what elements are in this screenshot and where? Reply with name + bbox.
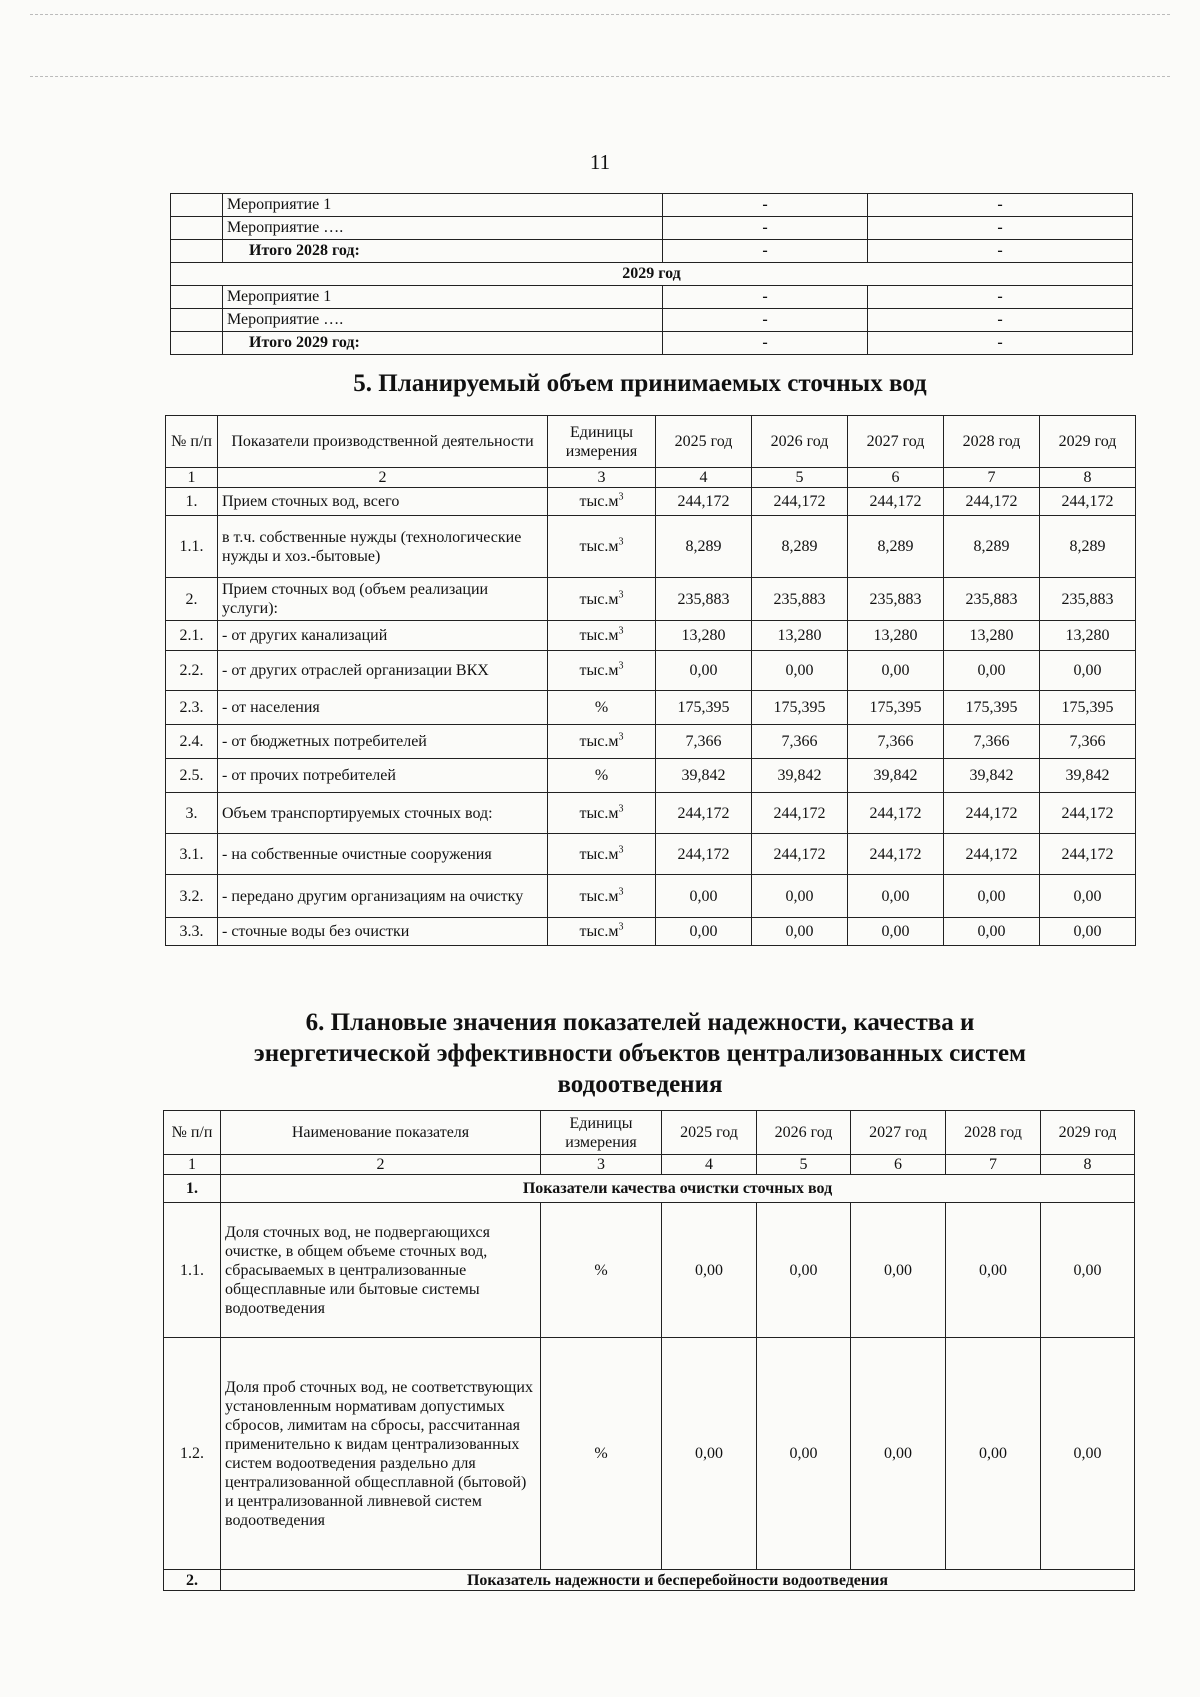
value-cell: 244,172 (1040, 793, 1136, 834)
column-number: 6 (848, 468, 944, 488)
unit-cell (548, 793, 656, 834)
value-cell: 8,289 (656, 516, 752, 578)
value-cell: 39,842 (752, 759, 848, 793)
unit-superscript: 3 (618, 844, 624, 856)
row-number-cell: 2.4. (166, 725, 218, 759)
unit-superscript: 3 (618, 660, 624, 672)
measure-name-cell: Мероприятие …. (223, 217, 663, 240)
column-header: 2028 год (946, 1111, 1041, 1155)
value-cell: 7,366 (656, 725, 752, 759)
value-cell: 0,00 (944, 875, 1040, 918)
table-row (166, 875, 1136, 918)
unit-cell (548, 834, 656, 875)
value-cell: 244,172 (656, 793, 752, 834)
measure-name-cell: Мероприятие …. (223, 309, 663, 332)
indicator-name-cell: в т.ч. собственные нужды (технологические нужды и хоз.-бытовые) (218, 516, 548, 578)
value-cell: 0,00 (944, 651, 1040, 691)
unit-cell (548, 621, 656, 651)
row-number-cell: 2.2. (166, 651, 218, 691)
value-cell: - (663, 217, 868, 240)
scan-artifact-line (30, 76, 1170, 77)
column-number-row (166, 468, 1136, 488)
column-number: 2 (221, 1155, 541, 1175)
value-cell: 175,395 (1040, 691, 1136, 725)
unit-superscript: 3 (618, 886, 624, 898)
empty-cell (171, 309, 223, 332)
unit-cell (548, 918, 656, 946)
value-cell: 0,00 (757, 1338, 851, 1570)
row-number-cell: 1.2. (164, 1338, 221, 1570)
unit-cell (548, 578, 656, 621)
value-cell: - (663, 194, 868, 217)
table-row (164, 1203, 1135, 1338)
value-cell: 0,00 (752, 918, 848, 946)
column-header: Наименование показателя (221, 1111, 541, 1155)
unit-text: тыс.м (579, 627, 619, 644)
column-number: 3 (548, 468, 656, 488)
header-row (164, 1111, 1135, 1155)
indicator-name-cell: Объем транспортируемых сточных вод: (218, 793, 548, 834)
column-number: 1 (164, 1155, 221, 1175)
value-cell: 244,172 (656, 834, 752, 875)
empty-cell (171, 332, 223, 355)
unit-superscript: 3 (618, 921, 624, 933)
value-cell: 175,395 (752, 691, 848, 725)
table-row (166, 516, 1136, 578)
value-cell: - (868, 194, 1133, 217)
table-row (166, 793, 1136, 834)
value-cell: 8,289 (752, 516, 848, 578)
unit-text: тыс.м (579, 923, 619, 940)
column-header: 2026 год (757, 1111, 851, 1155)
indicator-name-cell: Прием сточных вод (объем реализации услуги): (218, 578, 548, 621)
column-header: 2027 год (848, 416, 944, 468)
row-number-cell: 1.1. (164, 1203, 221, 1338)
row-number-cell: 2.1. (166, 621, 218, 651)
value-cell: 0,00 (1041, 1338, 1135, 1570)
column-header: 2026 год (752, 416, 848, 468)
column-header: 2025 год (656, 416, 752, 468)
value-cell: 244,172 (944, 834, 1040, 875)
column-number: 7 (946, 1155, 1041, 1175)
unit-text: тыс.м (579, 845, 619, 863)
value-cell: - (868, 309, 1133, 332)
value-cell: 244,172 (656, 488, 752, 516)
value-cell: 0,00 (1040, 918, 1136, 946)
value-cell: 175,395 (848, 691, 944, 725)
indicator-name-cell: Доля сточных вод, не подвергающихся очистке, в общем объеме сточных вод, сбрасываемых в централизованные общесплавные или бытовые системы водоотведения (221, 1203, 541, 1338)
column-header: Единицы измерения (548, 416, 656, 468)
value-cell: 8,289 (944, 516, 1040, 578)
table-row (171, 309, 1133, 332)
value-cell: 13,280 (752, 621, 848, 651)
value-cell: - (868, 286, 1133, 309)
value-cell: - (663, 309, 868, 332)
value-cell: 0,00 (851, 1203, 946, 1338)
value-cell: 0,00 (656, 875, 752, 918)
value-cell: 244,172 (944, 793, 1040, 834)
row-number-cell: 3.3. (166, 918, 218, 946)
row-number-cell: 3. (166, 793, 218, 834)
value-cell: 13,280 (944, 621, 1040, 651)
table-row (171, 240, 1133, 263)
indicator-name-cell: - от прочих потребителей (218, 759, 548, 793)
column-number: 6 (851, 1155, 946, 1175)
value-cell: 0,00 (752, 875, 848, 918)
empty-cell (171, 194, 223, 217)
row-number-cell: 1.1. (166, 516, 218, 578)
total-label-cell: Итого 2028 год: (223, 240, 663, 263)
measure-name-cell: Мероприятие 1 (223, 194, 663, 217)
table-row (171, 286, 1133, 309)
value-cell: 0,00 (848, 875, 944, 918)
value-cell: 0,00 (944, 918, 1040, 946)
value-cell: 244,172 (752, 488, 848, 516)
unit-text: тыс.м (579, 590, 619, 608)
value-cell: 175,395 (656, 691, 752, 725)
table-row (166, 488, 1136, 516)
value-cell: 13,280 (1040, 621, 1136, 651)
column-number: 2 (218, 468, 548, 488)
value-cell: 244,172 (752, 793, 848, 834)
value-cell: 7,366 (944, 725, 1040, 759)
column-number: 4 (662, 1155, 757, 1175)
column-header: 2028 год (944, 416, 1040, 468)
unit-cell (548, 691, 656, 725)
total-label-cell: Итого 2029 год: (223, 332, 663, 355)
table-row (166, 651, 1136, 691)
indicator-name-cell: Доля проб сточных вод, не соответствующих установленным нормативам допустимых сбросов, лимитам на сбросы, рассчитанная применительно к видам централизованных систем водоотведения раздельно для централизованной общесплавной (бытовой) и централизованной ливневой систем водоотведения (221, 1338, 541, 1570)
value-cell: 175,395 (944, 691, 1040, 725)
unit-cell (548, 651, 656, 691)
column-number: 3 (541, 1155, 662, 1175)
value-cell: 0,00 (946, 1203, 1041, 1338)
table-row (171, 332, 1133, 355)
unit-cell: % (541, 1203, 662, 1338)
value-cell: 39,842 (1040, 759, 1136, 793)
value-cell: 39,842 (656, 759, 752, 793)
value-cell: 7,366 (752, 725, 848, 759)
value-cell: - (663, 286, 868, 309)
value-cell: 235,883 (1040, 578, 1136, 621)
table-row (166, 725, 1136, 759)
empty-cell (171, 217, 223, 240)
column-number: 1 (166, 468, 218, 488)
value-cell: 39,842 (944, 759, 1040, 793)
table-row (166, 918, 1136, 946)
reliability-indicators-table (163, 1110, 1135, 1591)
row-number-cell: 3.1. (166, 834, 218, 875)
unit-superscript: 3 (618, 491, 624, 503)
column-number: 7 (944, 468, 1040, 488)
column-header: № п/п (166, 416, 218, 468)
column-header: 2027 год (851, 1111, 946, 1155)
unit-cell (548, 875, 656, 918)
value-cell: 0,00 (946, 1338, 1041, 1570)
value-cell: 7,366 (1040, 725, 1136, 759)
row-number-cell: 2. (166, 578, 218, 621)
value-cell: - (868, 332, 1133, 355)
empty-cell (171, 286, 223, 309)
value-cell: 235,883 (752, 578, 848, 621)
row-number-cell: 3.2. (166, 875, 218, 918)
value-cell: 0,00 (656, 651, 752, 691)
value-cell: 0,00 (848, 651, 944, 691)
section-6-title-line: 6. Плановые значения показателей надежности, качества и (305, 1009, 975, 1036)
column-number: 8 (1041, 1155, 1135, 1175)
value-cell: 0,00 (656, 918, 752, 946)
value-cell: 244,172 (848, 834, 944, 875)
scan-artifact-line (30, 14, 1170, 15)
page-number: 11 (589, 150, 611, 174)
unit-text: тыс.м (579, 887, 619, 905)
unit-text: тыс.м (579, 493, 619, 510)
value-cell: 244,172 (944, 488, 1040, 516)
table-row (171, 194, 1133, 217)
value-cell: 13,280 (656, 621, 752, 651)
column-header: 2029 год (1041, 1111, 1135, 1155)
value-cell: 0,00 (848, 918, 944, 946)
column-header: Показатели производственной деятельности (218, 416, 548, 468)
value-cell: 0,00 (757, 1203, 851, 1338)
value-cell: 244,172 (848, 793, 944, 834)
unit-superscript: 3 (618, 625, 624, 637)
column-header: Единицы измерения (541, 1111, 662, 1155)
column-header: 2029 год (1040, 416, 1136, 468)
value-cell: 8,289 (848, 516, 944, 578)
section-6-title (150, 1007, 1130, 1100)
row-number-cell: 1. (166, 488, 218, 516)
section-6-title-line: энергетической эффективности объектов централизованных систем (253, 1040, 1027, 1067)
measures-table (170, 193, 1133, 355)
indicator-name-cell: - от населения (218, 691, 548, 725)
table-row (171, 263, 1133, 286)
unit-superscript: 3 (618, 731, 624, 743)
table-row (166, 759, 1136, 793)
column-header: 2025 год (662, 1111, 757, 1155)
group-row (164, 1570, 1135, 1591)
column-number: 4 (656, 468, 752, 488)
indicator-name-cell: - передано другим организациям на очистку (218, 875, 548, 918)
table-row (164, 1338, 1135, 1570)
value-cell: 7,366 (848, 725, 944, 759)
group-title-cell: Показатели качества очистки сточных вод (221, 1175, 1135, 1203)
indicator-name-cell: - от других канализаций (218, 621, 548, 651)
value-cell: 0,00 (1040, 651, 1136, 691)
indicator-name-cell: - от бюджетных потребителей (218, 725, 548, 759)
group-number-cell: 1. (164, 1175, 221, 1203)
table-row (171, 217, 1133, 240)
table-row (166, 834, 1136, 875)
header-row (166, 416, 1136, 468)
value-cell: 0,00 (752, 651, 848, 691)
value-cell: 235,883 (656, 578, 752, 621)
value-cell: - (868, 240, 1133, 263)
value-cell: 235,883 (848, 578, 944, 621)
unit-cell (548, 759, 656, 793)
column-number-row (164, 1155, 1135, 1175)
wastewater-volume-table (165, 415, 1136, 946)
year-header-cell: 2029 год (171, 263, 1133, 286)
value-cell: 244,172 (1040, 488, 1136, 516)
section-6-title-line: водоотведения (557, 1071, 723, 1098)
value-cell: 39,842 (848, 759, 944, 793)
column-number: 5 (752, 468, 848, 488)
unit-cell (548, 488, 656, 516)
unit-text: тыс.м (579, 804, 619, 822)
indicator-name-cell: - на собственные очистные сооружения (218, 834, 548, 875)
value-cell: 0,00 (851, 1338, 946, 1570)
column-number: 5 (757, 1155, 851, 1175)
table-row (166, 621, 1136, 651)
unit-cell: % (541, 1338, 662, 1570)
indicator-name-cell: Прием сточных вод, всего (218, 488, 548, 516)
value-cell: 244,172 (848, 488, 944, 516)
unit-text: тыс.м (579, 538, 619, 555)
value-cell: 13,280 (848, 621, 944, 651)
unit-superscript: 3 (618, 536, 624, 548)
value-cell: 0,00 (1041, 1203, 1135, 1338)
group-number-cell: 2. (164, 1570, 221, 1591)
value-cell: 235,883 (944, 578, 1040, 621)
unit-text: тыс.м (579, 662, 619, 679)
table-row (166, 578, 1136, 621)
value-cell: - (663, 240, 868, 263)
unit-cell (548, 516, 656, 578)
unit-superscript: 3 (618, 589, 624, 601)
value-cell: 244,172 (1040, 834, 1136, 875)
value-cell: 244,172 (752, 834, 848, 875)
indicator-name-cell: - сточные воды без очистки (218, 918, 548, 946)
column-header: № п/п (164, 1111, 221, 1155)
value-cell: - (868, 217, 1133, 240)
unit-cell (548, 725, 656, 759)
indicator-name-cell: - от других отраслей организации ВКХ (218, 651, 548, 691)
unit-superscript: 3 (618, 803, 624, 815)
value-cell: - (663, 332, 868, 355)
unit-text: % (594, 699, 609, 716)
group-title-cell: Показатель надежности и бесперебойности водоотведения (221, 1570, 1135, 1591)
row-number-cell: 2.5. (166, 759, 218, 793)
value-cell: 8,289 (1040, 516, 1136, 578)
group-row (164, 1175, 1135, 1203)
column-number: 8 (1040, 468, 1136, 488)
value-cell: 0,00 (662, 1338, 757, 1570)
unit-text: тыс.м (579, 733, 619, 750)
row-number-cell: 2.3. (166, 691, 218, 725)
unit-text: % (594, 767, 609, 784)
measure-name-cell: Мероприятие 1 (223, 286, 663, 309)
empty-cell (171, 240, 223, 263)
value-cell: 0,00 (662, 1203, 757, 1338)
section-5-title: 5. Планируемый объем принимаемых сточных вод (353, 370, 927, 397)
value-cell: 0,00 (1040, 875, 1136, 918)
table-row (166, 691, 1136, 725)
